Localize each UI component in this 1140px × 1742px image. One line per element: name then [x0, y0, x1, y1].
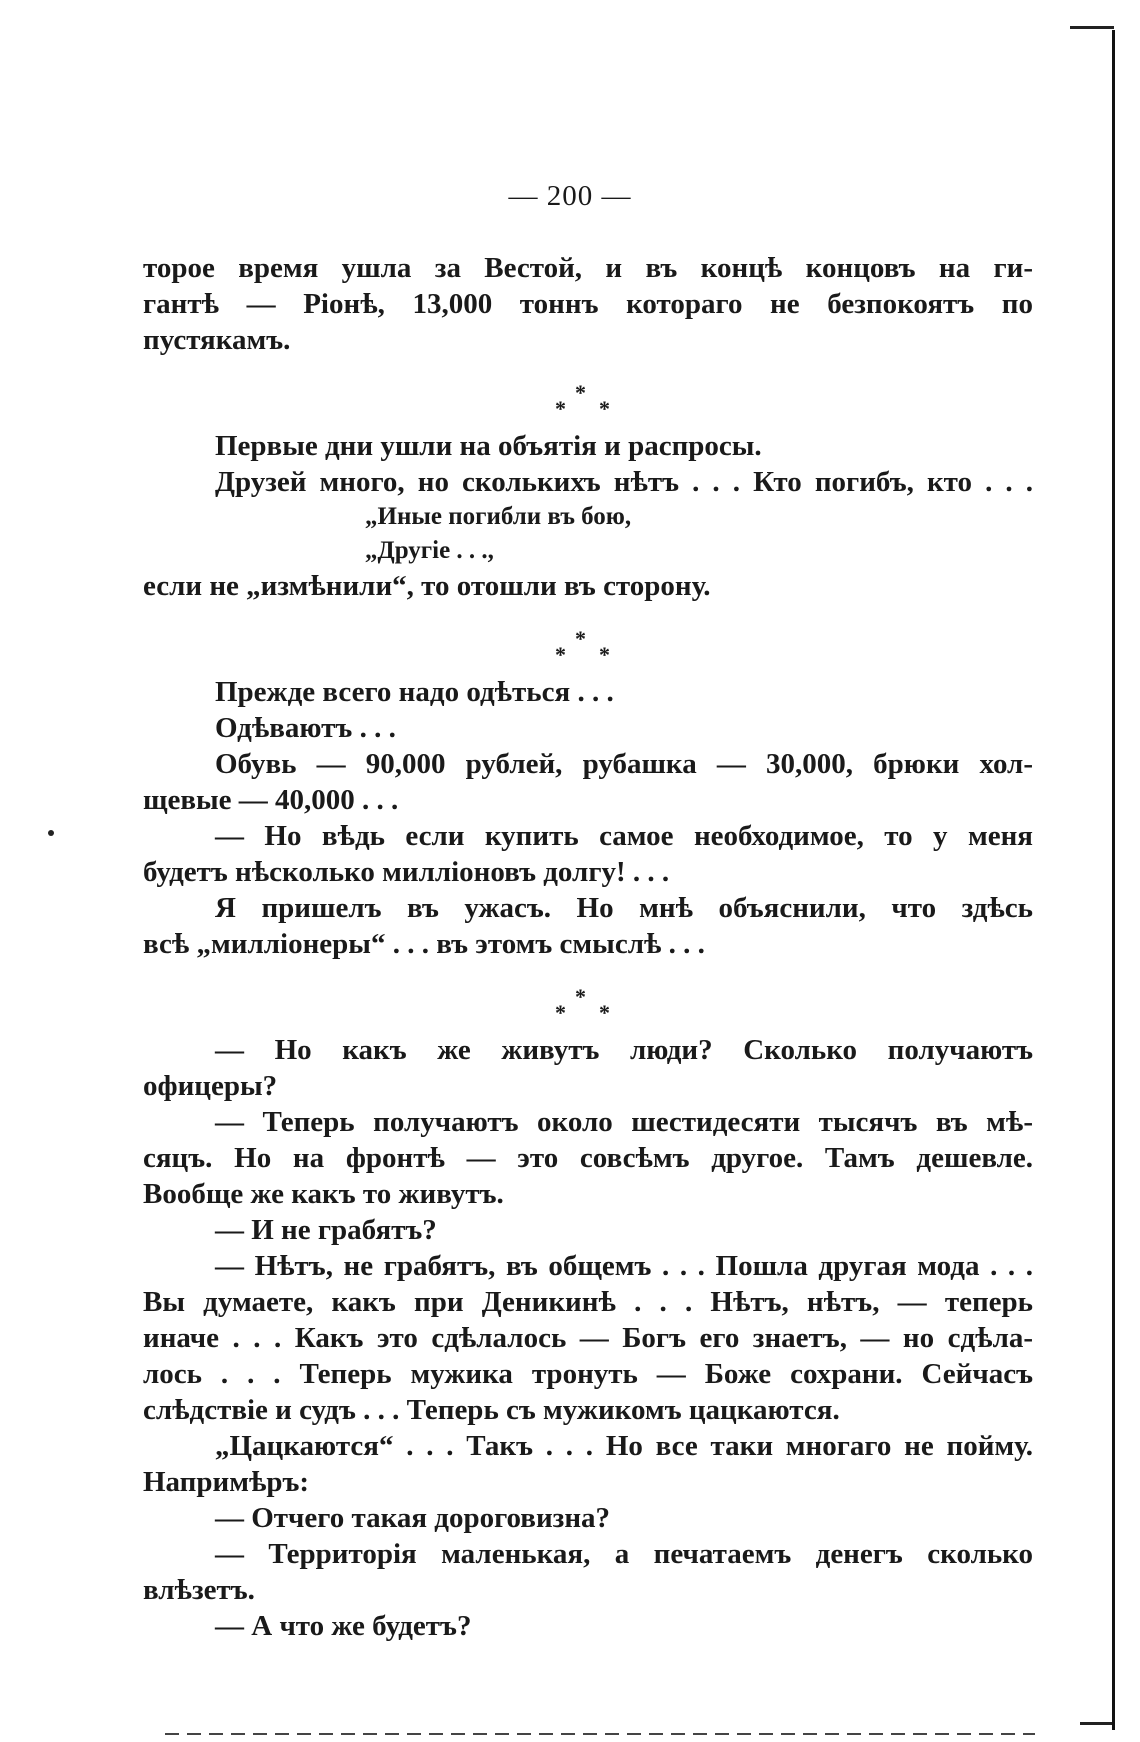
section-separator — [143, 604, 1033, 674]
text-line: Друзей много, но сколькихъ нѣтъ . . . Кто погибъ, кто . . . — [215, 466, 1033, 498]
separator-star: * — [575, 380, 586, 405]
scan-mark-bottom — [1080, 1722, 1112, 1725]
text-line: — Но какъ же живутъ люди? Сколько получаютъ — [215, 1034, 1033, 1066]
separator-star: * — [575, 984, 586, 1009]
text-line: щевые — 40,000 . . . — [143, 784, 399, 816]
separator-star: * — [599, 396, 610, 421]
separator-star: * — [599, 1000, 610, 1025]
text-line: — Нѣтъ, не грабятъ, въ общемъ . . . Пошла другая мода . . . — [215, 1250, 1033, 1282]
scan-mark-top — [1070, 26, 1114, 29]
separator-star: * — [599, 642, 610, 667]
scan-edge — [1112, 30, 1115, 1730]
separator-star: * — [575, 626, 586, 651]
text-line: всѣ „милліонеры“ . . . въ этомъ смыслѣ . . . — [143, 928, 705, 960]
text-line: — А что же будетъ? — [215, 1610, 472, 1642]
separator-star: * — [555, 642, 566, 667]
text-line: Вы думаете, какъ при Деникинѣ . . . Нѣтъ, нѣтъ, — теперь — [143, 1286, 1033, 1318]
scan-speck — [48, 830, 54, 836]
text-line: пустякамъ. — [143, 324, 291, 356]
text-line: офицеры? — [143, 1070, 278, 1102]
text-line: слѣдствіе и судъ . . . Теперь съ мужикомъ цацкаются. — [143, 1394, 840, 1426]
page-number: — 200 — — [508, 180, 632, 212]
text-line: Напримѣръ: — [143, 1466, 310, 1498]
separator-star: * — [555, 1000, 566, 1025]
text-line: — Но вѣдь если купить самое необходимое, то у меня — [215, 820, 1033, 852]
text-line: если не „измѣнили“, то отошли въ сторону. — [143, 570, 711, 602]
text-line: — Отчего такая дороговизна? — [215, 1502, 611, 1534]
text-line: влѣзетъ. — [143, 1574, 255, 1606]
verse-line: „Другіе . . ., — [365, 537, 494, 564]
text-line: гантѣ — Ріонѣ, 13,000 тоннъ котораго не безпокоятъ по — [143, 288, 1033, 320]
text-line: Я пришелъ въ ужасъ. Но мнѣ объяснили, что здѣсь — [215, 892, 1033, 924]
text-line: иначе . . . Какъ это сдѣлалось — Богъ его знаетъ, — но сдѣла- — [143, 1322, 1033, 1354]
text-line: — Теперь получаютъ около шестидесяти тысячъ въ мѣ- — [215, 1106, 1033, 1138]
text-line: Обувь — 90,000 рублей, рубашка — 30,000, брюки хол- — [215, 748, 1033, 780]
text-line: Первые дни ушли на объятія и распросы. — [215, 430, 762, 462]
separator-star: * — [555, 396, 566, 421]
section-separator — [143, 962, 1033, 1032]
verse-line: „Иные погибли въ бою, — [365, 503, 632, 530]
text-line: лось . . . Теперь мужика тронуть — Боже сохрани. Сейчасъ — [143, 1358, 1033, 1390]
text-line: будетъ нѣсколько милліоновъ долгу! . . . — [143, 856, 670, 888]
text-line: Вообще же какъ то живутъ. — [143, 1178, 504, 1210]
scan-bottom-rule — [165, 1733, 1035, 1735]
text-line: „Цацкаются“ . . . Такъ . . . Но все таки многаго не пойму. — [215, 1430, 1033, 1462]
text-line: — Территорія маленькая, а печатаемъ денегъ сколько — [215, 1538, 1033, 1570]
text-line: торое время ушла за Вестой, и въ концѣ концовъ на ги- — [143, 252, 1033, 284]
text-line: Одѣваютъ . . . — [215, 712, 396, 744]
text-line: — И не грабятъ? — [215, 1214, 437, 1246]
body-text — [143, 250, 1033, 1644]
text-line: Прежде всего надо одѣться . . . — [215, 676, 614, 708]
text-line: сяцъ. Но на фронтѣ — это совсѣмъ другое. Тамъ дешевле. — [143, 1142, 1033, 1174]
section-separator — [143, 358, 1033, 428]
